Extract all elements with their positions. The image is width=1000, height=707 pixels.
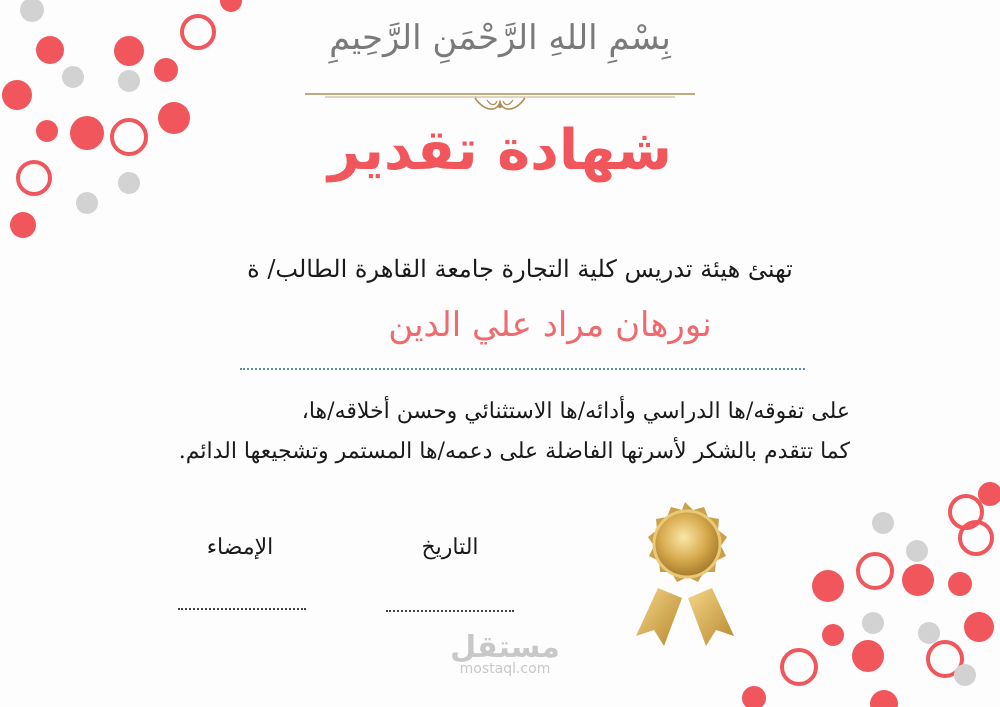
date-line — [386, 610, 514, 612]
decor-dot — [10, 212, 36, 238]
mostaql-watermark — [430, 630, 580, 677]
decor-ring — [780, 648, 818, 686]
decor-dot — [220, 0, 242, 12]
decor-dot — [812, 570, 844, 602]
decor-dot — [822, 624, 844, 646]
decor-dot — [36, 120, 58, 142]
signature-line — [178, 608, 306, 610]
decor-ring — [958, 520, 994, 556]
decor-dot — [906, 540, 928, 562]
decor-ring — [180, 14, 216, 50]
decor-ring — [16, 160, 52, 196]
decor-dot — [76, 192, 98, 214]
citation-text — [160, 392, 850, 472]
date-label: التاريخ — [421, 535, 479, 560]
certificate-title: شهادة تقدير — [328, 118, 672, 183]
recipient-name: نورهان مراد علي الدين — [388, 305, 712, 345]
decor-dot — [154, 58, 178, 82]
watermark-brand: مستقل — [450, 630, 560, 665]
decor-dot — [870, 690, 898, 707]
gold-medal-icon — [620, 498, 750, 648]
name-underline — [240, 368, 805, 370]
decor-ring — [856, 552, 894, 590]
decor-dot — [902, 564, 934, 596]
citation-line-2: كما تتقدم بالشكر لأسرتها الفاضلة على دعمه/ها المستمر وتشجيعها الدائم. — [178, 439, 850, 464]
decor-dot — [70, 116, 104, 150]
decor-dot — [852, 640, 884, 672]
decor-dot — [114, 36, 144, 66]
signature-label: الإمضاء — [206, 535, 274, 560]
decor-dot — [118, 70, 140, 92]
decor-dot — [948, 572, 972, 596]
decor-dot — [2, 80, 32, 110]
decor-dot — [62, 66, 84, 88]
decor-dot — [118, 172, 140, 194]
decor-dot — [20, 0, 44, 22]
decor-dot — [954, 664, 976, 686]
decor-dot — [964, 612, 994, 642]
watermark-url: mostaql.com — [459, 661, 551, 677]
decor-dot — [862, 612, 884, 634]
decor-dot — [158, 102, 190, 134]
floral-divider-icon — [305, 86, 695, 114]
intro-line: تهنئ هيئة تدريس كلية التجارة جامعة القاهرة الطالب/ ة — [247, 255, 793, 283]
decor-ring — [110, 118, 148, 156]
citation-line-1: على تفوقه/ها الدراسي وأدائه/ها الاستثنائي وحسن أخلاقه/ها، — [301, 399, 850, 424]
decor-dot — [872, 512, 894, 534]
decor-dot — [742, 686, 766, 707]
decor-dot — [36, 36, 64, 64]
basmala-calligraphy: بِسْمِ اللهِ الرَّحْمَنِ الرَّحِيمِ — [329, 18, 671, 58]
